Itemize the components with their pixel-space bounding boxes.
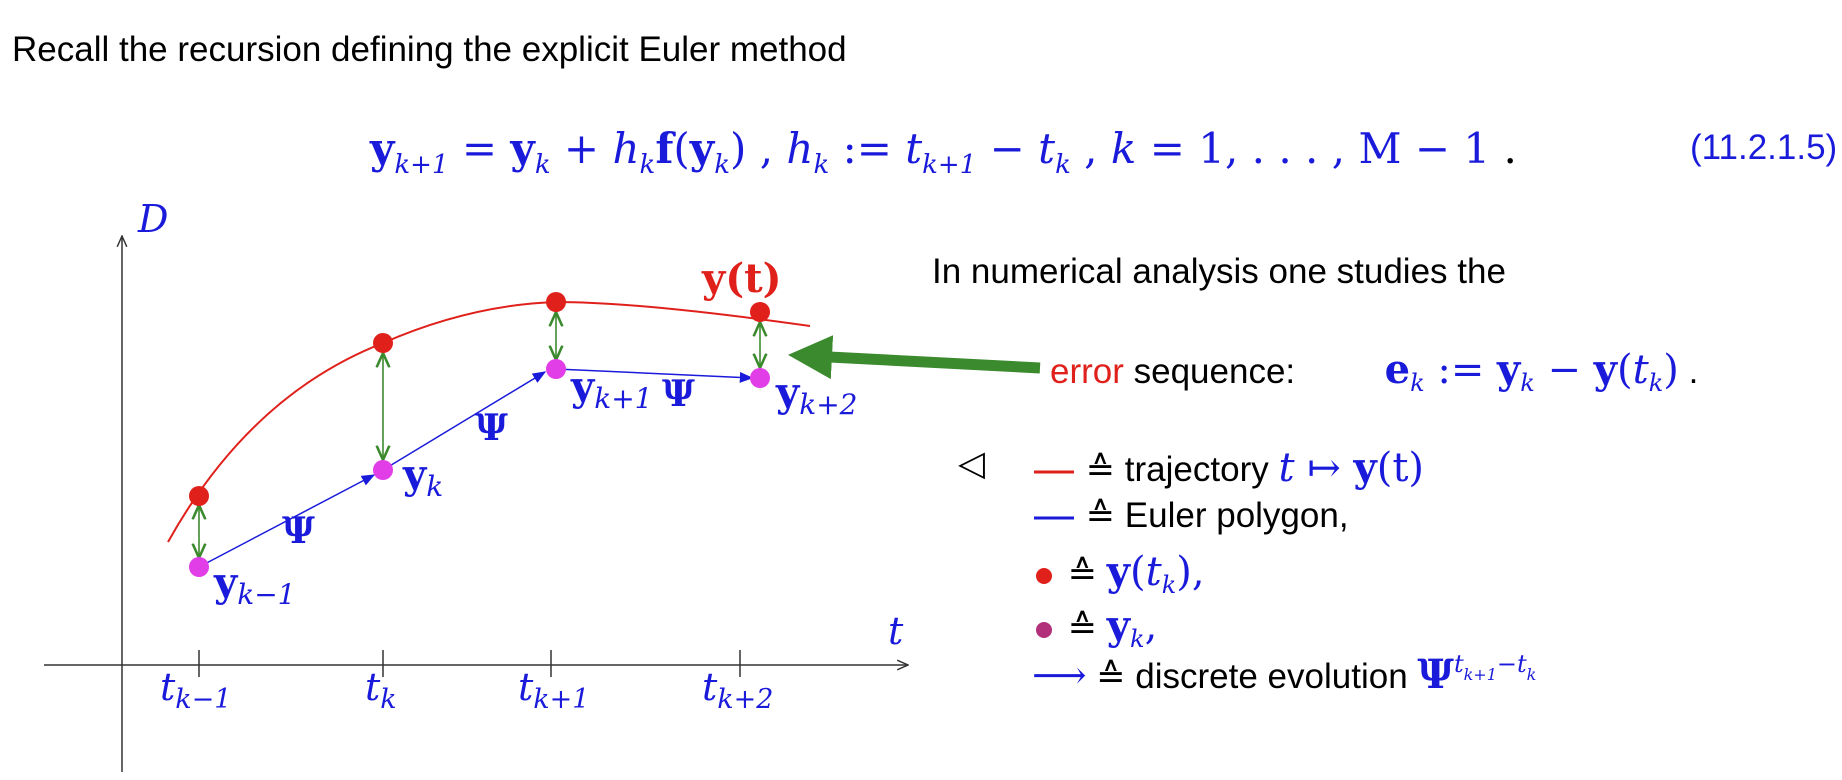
legend-evolution-arrow: ⟶ ≙ discrete evolution $\Psi^{t_{k+1}-t_k}$ [1032, 650, 1537, 698]
euler-point [373, 460, 393, 480]
error-word: error [1050, 352, 1124, 391]
legend-trajectory: ≙ trajectory t ↦ y(t) [1032, 444, 1424, 491]
arrow-icon: ⟶ [1032, 653, 1087, 697]
axis-x-label: t [888, 609, 904, 653]
euler-recursion-equation: $y_{k+1} = y_k + h_kf(y_k)$ , $h_k$ := $t_{k+1} - t_k$ , k = 1, . . . , M − 1 . [370, 124, 1517, 180]
legend-magenta-dot: ≙ $y_k$, [1032, 602, 1157, 653]
legend-marker: ◁ [958, 444, 985, 483]
psi-label: Ψ [662, 373, 695, 415]
exact-point [189, 486, 209, 506]
axis-y-label: D [138, 197, 169, 241]
psi-label: Ψ [282, 510, 315, 552]
tick-label: $t_{k-1}$ [160, 665, 232, 715]
curve-label: y(t) [702, 255, 782, 302]
exact-point [373, 333, 393, 353]
point-label: $y_{k+2}$ [776, 369, 858, 421]
point-label: $y_k$ [403, 451, 444, 503]
point-label: $y_{k+1}$ [571, 363, 653, 415]
pointer-arrow [810, 356, 1040, 368]
equation-number: (11.2.1.5) [1690, 128, 1838, 167]
euler-point [750, 368, 770, 388]
tick-label: $t_{k+2}$ [702, 665, 774, 715]
legend-euler-polygon: ≙ Euler polygon, [1032, 496, 1349, 536]
euler-point [189, 557, 209, 577]
tick-label: $t_k$ [365, 665, 397, 715]
psi-label: Ψ [475, 407, 508, 449]
legend-red-dot: ≙ $y(t_k)$, [1032, 548, 1205, 599]
exact-point [546, 292, 566, 312]
intro-text: Recall the recursion defining the explicit Euler method [12, 30, 847, 69]
exact-point [750, 302, 770, 322]
point-label: $y_{k-1}$ [214, 559, 296, 611]
side-text: In numerical analysis one studies the [932, 252, 1506, 291]
tick-label: $t_{k+1}$ [518, 665, 590, 715]
euler-point [546, 359, 566, 379]
error-sequence-line: error sequence: $e_k$ := $y_k - y(t_k)$ . [1050, 346, 1699, 397]
